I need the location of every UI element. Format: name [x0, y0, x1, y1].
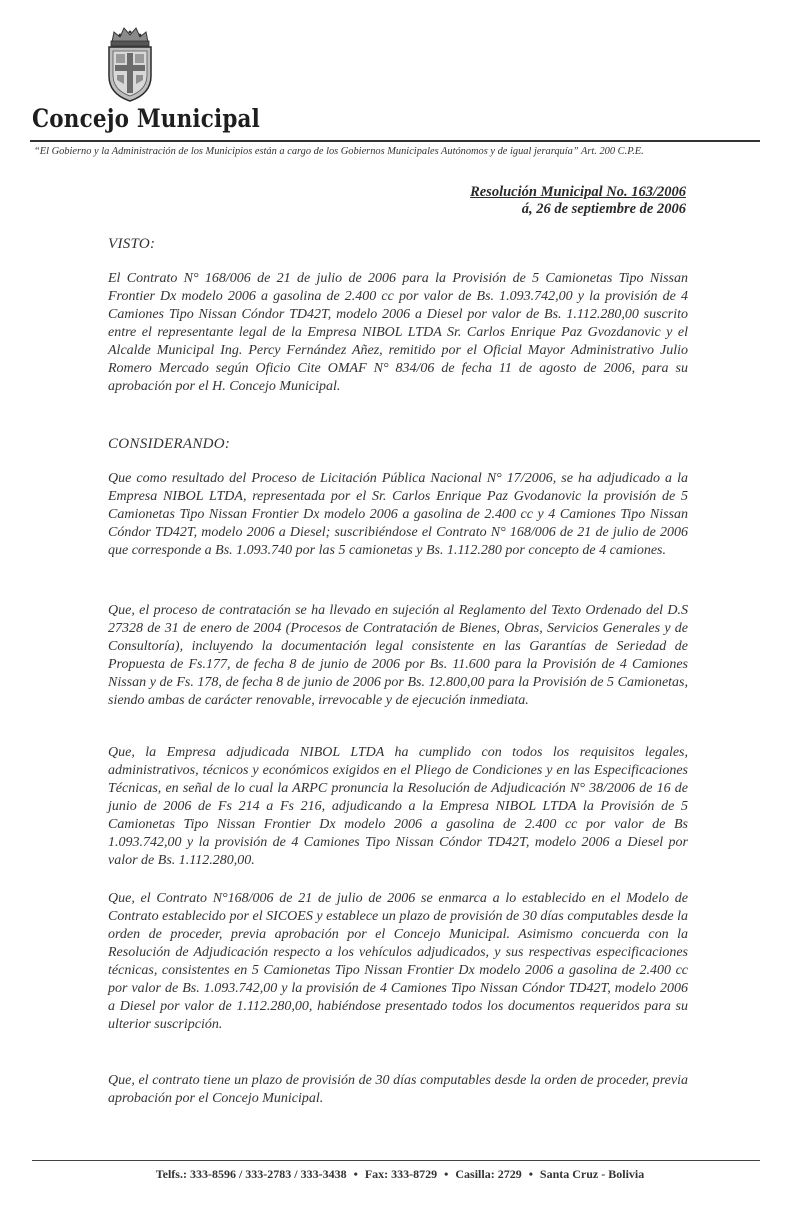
footer-location: Santa Cruz - Bolivia [539, 1167, 645, 1181]
footer-casilla: Casilla: 2729 [455, 1167, 522, 1181]
considerando-paragraph-5: Que, el contrato tiene un plazo de provisión de 30 días computables desde la orden de proceder, previa aprobación por el Concejo Municipal. [108, 1073, 688, 1106]
considerando-heading: CONSIDERANDO: [108, 436, 231, 452]
considerando-paragraph-1: Que como resultado del Proceso de Licitación Pública Nacional N° 17/2006, se ha adjudicado a la Empresa NIBOL LTDA, representada por el Sr. Carlos Enrique Paz Gvodanovic la provisión de 5 Camionetas Tipo Nissan Frontier Dx modelo 2006 a gasolina de 2.400 cc y 4 Camiones Tipo Nissan Cóndor TD42T, modelo 2006 a Diesel; suscribiéndose el Contrato N° 168/006 de 21 de julio de 2006 que corresponde a Bs. 1.093.740 por las 5 camionetas y Bs. 1.112.280 por concepto de 4 camiones. [108, 471, 688, 558]
footer-divider [32, 1160, 760, 1161]
resolution-number: Resolución Municipal No. 163/2006 [470, 184, 686, 200]
organization-name: Concejo Municipal [32, 104, 261, 133]
visto-paragraph: El Contrato N° 168/006 de 21 de julio de 2006 para la Provisión de 5 Camionetas Tipo Nissan Frontier Dx modelo 2006 a gasolina de 2.400 cc por valor de Bs. 1.093.742,00 y la provisión de 4 Camiones Tipo Nissan Cóndor TD42T, modelo 2006 a Diesel por valor de Bs. 1.112.280,00 suscrito entre el representante legal de la Empresa NIBOL LTDA Sr. Carlos Enrique Paz Gvozdanovic y el Alcalde Municipal Ing. Percy Fernández Añez, remitido por el Oficial Mayor Administrativo Julio Romero Mercado según Oficio Cite OMAF N° 834/06 de fecha 11 de agosto de 2006, para su aprobación por el H. Concejo Municipal. [108, 271, 688, 394]
footer-phones: Telfs.: 333-8596 / 333-2783 / 333-3438 [155, 1167, 347, 1181]
considerando-paragraph-3: Que, la Empresa adjudicada NIBOL LTDA ha cumplido con todos los requisitos legales, administrativos, técnicos y económicos exigidos en el Pliego de Condiciones y en las Especificaciones Técnicas, en señal de lo cual la ARPC pronuncia la Resolución de Adjudicación N° 38/2006 de 16 de junio de 2006 de Fs 214 a Fs 216, adjudicando a la Empresa NIBOL LTDA la Provisión de 5 Camionetas Tipo Nissan Frontier Dx modelo 2006 a gasolina de 2.400 cc por valor de Bs 1.093.742,00 y la provisión de 4 Camiones Tipo Nissan Cóndor TD42T, modelo 2006 a Diesel por valor de Bs. 1.112.280,00. [108, 745, 688, 868]
footer-fax: Fax: 333-8729 [364, 1167, 438, 1181]
footer-separator: • [353, 1167, 358, 1181]
footer-separator: • [444, 1167, 449, 1181]
coat-of-arms-icon [104, 24, 156, 104]
considerando-paragraph-2: Que, el proceso de contratación se ha llevado en sujeción al Reglamento del Texto Ordenado del D.S 27328 de 31 de enero de 2004 (Procesos de Contratación de Bienes, Obras, Servicios Generales y de Consultoría), incluyendo la documentación legal consistente en las Garantías de Seriedad de Propuesta de Fs.177, de fecha 8 de junio de 2006 por Bs. 11.600 para la Provisión de 4 Camiones Nissan y de Fs. 178, de fecha 8 de junio de 2006 por Bs. 12.800,00 para la Provisión de 5 Camionetas, siendo ambas de carácter renovable, irrevocable y de ejecución inmediata. [108, 603, 688, 708]
footer-separator: • [528, 1167, 533, 1181]
footer-contact [0, 1167, 800, 1182]
resolution-date: á, 26 de septiembre de 2006 [521, 201, 686, 217]
header-divider [30, 140, 760, 142]
header-motto: “El Gobierno y la Administración de los Municipios están a cargo de los Gobiernos Municipales Autónomos y de igual jerarquía” Art. 200 C.P.E. [34, 146, 644, 157]
considerando-paragraph-4: Que, el Contrato N°168/006 de 21 de julio de 2006 se enmarca a lo establecido en el Modelo de Contrato establecido por el SICOES y establece un plazo de provisión de 30 días computables desde la orden de proceder, previa aprobación por el Concejo Municipal. Asimismo concuerda con la Resolución de Adjudicación respecto a los vehículos adjudicados, y sus respectivas especificaciones técnicas, consistentes en 5 Camionetas Tipo Nissan Frontier Dx modelo 2006 a gasolina de 2.400 cc por valor de Bs. 1.093.742,00 y la provisión de 4 Camiones Tipo Nissan Cóndor TD42T, modelo 2006 a Diesel por valor de 1.112.280,00, habiéndose presentado todos los documentos requeridos para su ulterior suscripción. [108, 891, 688, 1032]
visto-heading: VISTO: [108, 236, 156, 252]
